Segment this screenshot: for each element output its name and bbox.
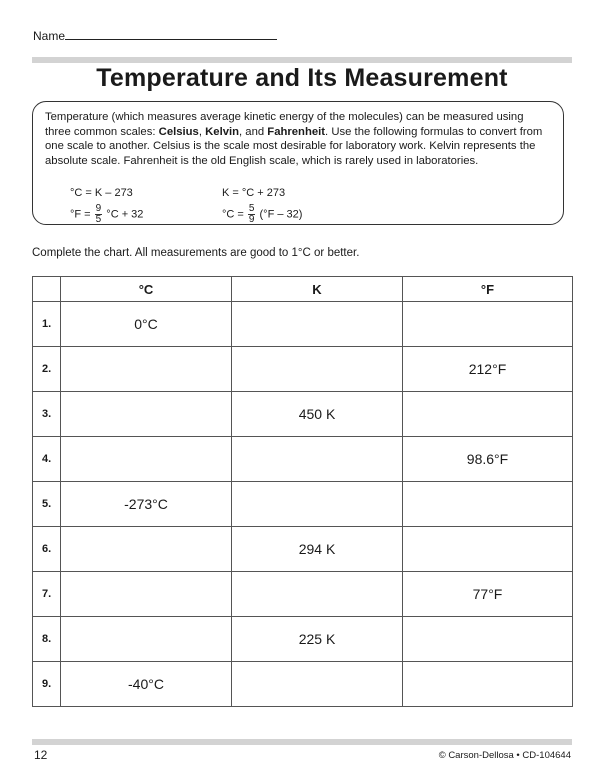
- name-field[interactable]: [33, 28, 277, 43]
- formula-k-from-c: K = °C + 273: [222, 187, 286, 199]
- kelvin-cell[interactable]: [232, 662, 403, 707]
- intro-text-2: . Use the following formulas to convert from one scale to another. Celsius is the scale most desirable for laboratory work. Kelvin represents the absolute scale. Fahrenheit is the old English scale, which is rarely used in laboratories.: [45, 125, 543, 167]
- kelvin-cell[interactable]: 450 K: [232, 392, 403, 437]
- copyright-notice: © Carson-Dellosa • CD-104644: [438, 750, 571, 761]
- fahrenheit-cell[interactable]: [403, 662, 573, 707]
- header-celsius: °C: [61, 277, 232, 302]
- header-kelvin: K: [232, 277, 403, 302]
- kelvin-cell[interactable]: [232, 347, 403, 392]
- row-number: 5.: [33, 482, 61, 527]
- instructions: Complete the chart. All measurements are good to 1°C or better.: [32, 247, 360, 259]
- celsius-cell[interactable]: [61, 347, 232, 392]
- fahrenheit-cell[interactable]: 77°F: [403, 572, 573, 617]
- formula-c-from-k: °C = K – 273: [70, 187, 133, 199]
- header-row: [33, 277, 573, 302]
- celsius-cell[interactable]: -40°C: [61, 662, 232, 707]
- formula-f-prefix: °F =: [70, 208, 91, 221]
- table-row: [33, 617, 573, 662]
- table-row: [33, 302, 573, 347]
- table-row: [33, 527, 573, 572]
- formula-c-suffix: (°F – 32): [259, 208, 303, 221]
- fahrenheit-cell[interactable]: [403, 392, 573, 437]
- fahrenheit-cell[interactable]: [403, 302, 573, 347]
- formula-c-prefix: °C =: [222, 208, 244, 221]
- page-title: Temperature and Its Measurement: [96, 64, 508, 92]
- row-number: 9.: [33, 662, 61, 707]
- intro-text-1: Temperature (which measures average kinetic energy of the molecules) can be measured using three common scales:: [45, 111, 524, 138]
- celsius-cell[interactable]: [61, 527, 232, 572]
- row-number: 7.: [33, 572, 61, 617]
- kelvin-cell[interactable]: [232, 302, 403, 347]
- table-row: [33, 347, 573, 392]
- name-blank-line[interactable]: [65, 28, 277, 40]
- table-row: [33, 482, 573, 527]
- fahrenheit-cell[interactable]: [403, 617, 573, 662]
- row-number: 2.: [33, 347, 61, 392]
- intro-sep-2: , and: [239, 125, 268, 138]
- celsius-cell[interactable]: [61, 392, 232, 437]
- celsius-cell[interactable]: [61, 617, 232, 662]
- row-number: 8.: [33, 617, 61, 662]
- row-number: 4.: [33, 437, 61, 482]
- formula-c-from-f: [222, 204, 302, 225]
- row-number: 1.: [33, 302, 61, 347]
- fraction-five-ninths: $\frac{5}{9}$: [248, 203, 255, 225]
- row-number: 6.: [33, 527, 61, 572]
- conversion-chart: [32, 276, 573, 707]
- celsius-term: Celsius: [158, 125, 199, 138]
- celsius-cell[interactable]: [61, 437, 232, 482]
- kelvin-term: Kelvin: [205, 125, 240, 138]
- header-fahrenheit: °F: [403, 277, 573, 302]
- fahrenheit-cell[interactable]: 98.6°F: [403, 437, 573, 482]
- table-row: [33, 572, 573, 617]
- page-number: 12: [34, 748, 48, 762]
- kelvin-cell[interactable]: 225 K: [232, 617, 403, 662]
- kelvin-cell[interactable]: 294 K: [232, 527, 403, 572]
- celsius-cell[interactable]: 0°C: [61, 302, 232, 347]
- fahrenheit-cell[interactable]: 212°F: [403, 347, 573, 392]
- kelvin-cell[interactable]: [232, 572, 403, 617]
- formula-f-from-c: [70, 204, 143, 225]
- row-number: 3.: [33, 392, 61, 437]
- celsius-cell[interactable]: [61, 572, 232, 617]
- header-number: [33, 277, 61, 302]
- kelvin-cell[interactable]: [232, 482, 403, 527]
- conversion-formulas: [70, 187, 410, 231]
- name-label: Name: [33, 29, 66, 43]
- fahrenheit-term: Fahrenheit: [267, 125, 326, 138]
- top-divider-bar: [32, 57, 572, 63]
- celsius-cell[interactable]: -273°C: [61, 482, 232, 527]
- fraction-nine-fifths: $\frac{9}{5}$: [95, 203, 102, 225]
- table-row: [33, 662, 573, 707]
- intro-sep-1: ,: [198, 125, 206, 138]
- table-row: [33, 437, 573, 482]
- formula-f-suffix: °C + 32: [106, 208, 144, 221]
- fahrenheit-cell[interactable]: [403, 482, 573, 527]
- bottom-divider-bar: [32, 739, 572, 745]
- kelvin-cell[interactable]: [232, 437, 403, 482]
- table-row: [33, 392, 573, 437]
- fahrenheit-cell[interactable]: [403, 527, 573, 572]
